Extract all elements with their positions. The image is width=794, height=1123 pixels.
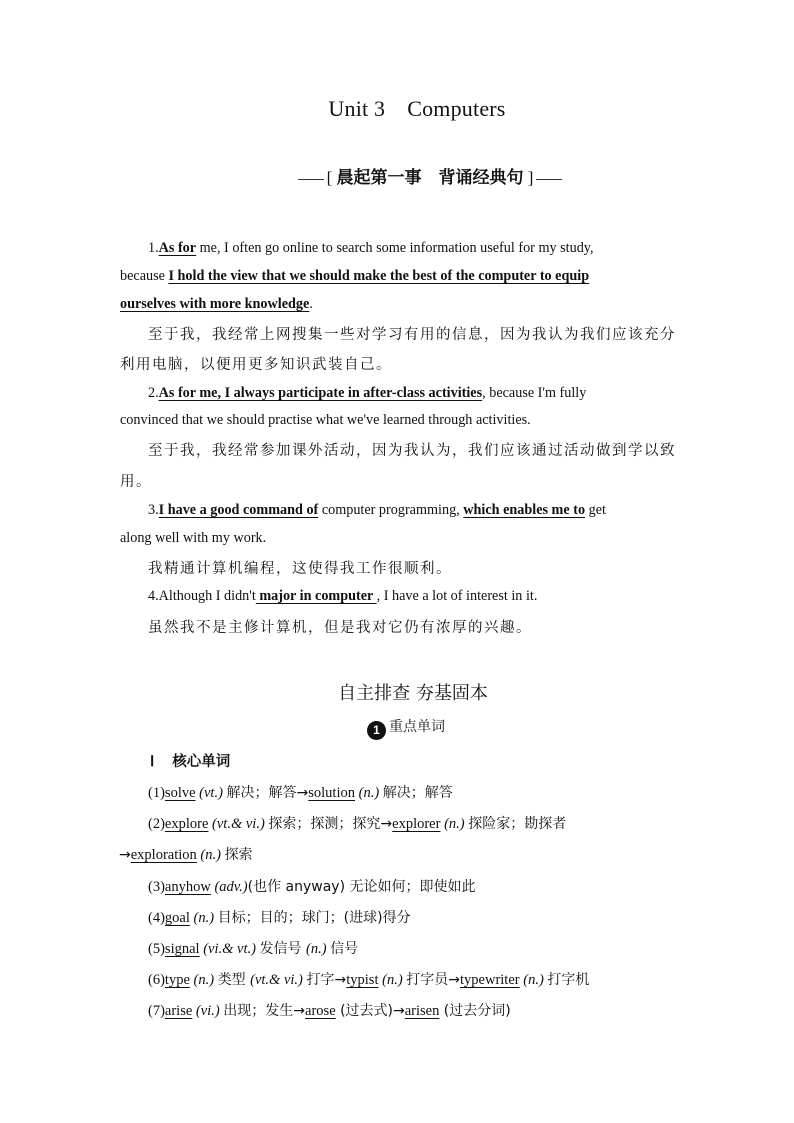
vocab-item: (2)explore (vt.& vi.) 探索；探测；探究→explorer (n.) 探险家；勘探者 bbox=[148, 816, 567, 832]
sentence-3-translation: 我精通计算机编程，这使得我工作很顺利。 bbox=[148, 561, 452, 577]
sentence-3-line-1: 3.I have a good command of computer programming, which enables me to get bbox=[148, 502, 606, 518]
sentence-2-line-1: 2.As for me, I always participate in after-class activities, because I'm fully bbox=[148, 385, 587, 401]
banner-open-bracket: [ bbox=[326, 168, 333, 187]
vocab-item: (1)solve (vt.) 解决；解答→solution (n.) 解决；解答 bbox=[148, 785, 453, 801]
sentence-4-line-1: 4.Although I didn't major in computer , I have a lot of interest in it. bbox=[148, 588, 538, 604]
section-subtitle: 1 重点单词 bbox=[367, 716, 445, 740]
sentence-3-line-2: along well with my work. bbox=[120, 530, 267, 546]
section-title: 自主排查 夯基固本 bbox=[338, 683, 488, 704]
sentence-1-line-3: ourselves with more knowledge. bbox=[120, 296, 313, 312]
key-phrase: As for me, I always participate in after-class activities bbox=[158, 385, 483, 401]
vocab-item: (5)signal (vi.& vt.) 发信号 (n.) 信号 bbox=[148, 941, 359, 957]
page-title bbox=[0, 96, 794, 122]
vocab-item: (3)anyhow (adv.)(也作 anyway) 无论如何；即使如此 bbox=[148, 879, 476, 895]
sentence-2-translation-2: 用。 bbox=[120, 474, 152, 490]
sentence-1-line-1: 1.As for me, I often go online to search some information useful for my study, bbox=[148, 240, 594, 256]
sentence-4-translation: 虽然我不是主修计算机，但是我对它仍有浓厚的兴趣。 bbox=[148, 620, 532, 636]
sentence-1-translation-1: 至于我，我经常上网搜集一些对学习有用的信息，因为我认为我们应该充分 bbox=[148, 327, 676, 343]
number-badge: 1 bbox=[367, 721, 386, 740]
vocab-item: (4)goal (n.) 目标；目的；球门；(进球)得分 bbox=[148, 910, 411, 926]
banner-left-rule bbox=[298, 179, 324, 180]
sentence-2-line-2: convinced that we should practise what we've learned through activities. bbox=[120, 412, 531, 428]
sentence-2-translation-1: 至于我，我经常参加课外活动，因为我认为，我们应该通过活动做到学以致 bbox=[148, 443, 676, 459]
unit-label: Unit 3 bbox=[328, 96, 386, 121]
key-phrase: major in computer bbox=[255, 588, 377, 604]
vocab-item: (7)arise (vi.) 出现；发生→arose (过去式)→arisen (过去分词) bbox=[148, 1003, 511, 1019]
sentence-1-translation-2: 利用电脑，以便用更多知识武装自己。 bbox=[120, 357, 392, 373]
unit-topic: Computers bbox=[407, 96, 506, 121]
roman-numeral: Ⅰ bbox=[150, 754, 155, 770]
key-phrase: which enables me to bbox=[463, 502, 586, 518]
sentence-1-line-2: because I hold the view that we should make the best of the computer to equip bbox=[120, 268, 590, 284]
vocab-item: (6)type (n.) 类型 (vt.& vi.) 打字→typist (n.) 打字员→typewriter (n.) 打字机 bbox=[148, 972, 590, 988]
banner-close-bracket: ] bbox=[527, 168, 534, 187]
vocab-item-continuation: →exploration (n.) 探索 bbox=[119, 847, 253, 863]
key-phrase: I have a good command of bbox=[158, 502, 319, 518]
banner-right-rule bbox=[536, 179, 562, 180]
key-phrase: As for bbox=[158, 240, 197, 256]
key-phrase: ourselves with more knowledge bbox=[120, 296, 310, 312]
banner-text: 晨起第一事 背诵经典句 bbox=[336, 168, 524, 187]
key-phrase: I hold the view that we should make the best of the computer to equip bbox=[168, 268, 590, 284]
section-banner bbox=[0, 163, 794, 188]
subsection-heading: Ⅰ 核心单词 bbox=[150, 754, 231, 770]
